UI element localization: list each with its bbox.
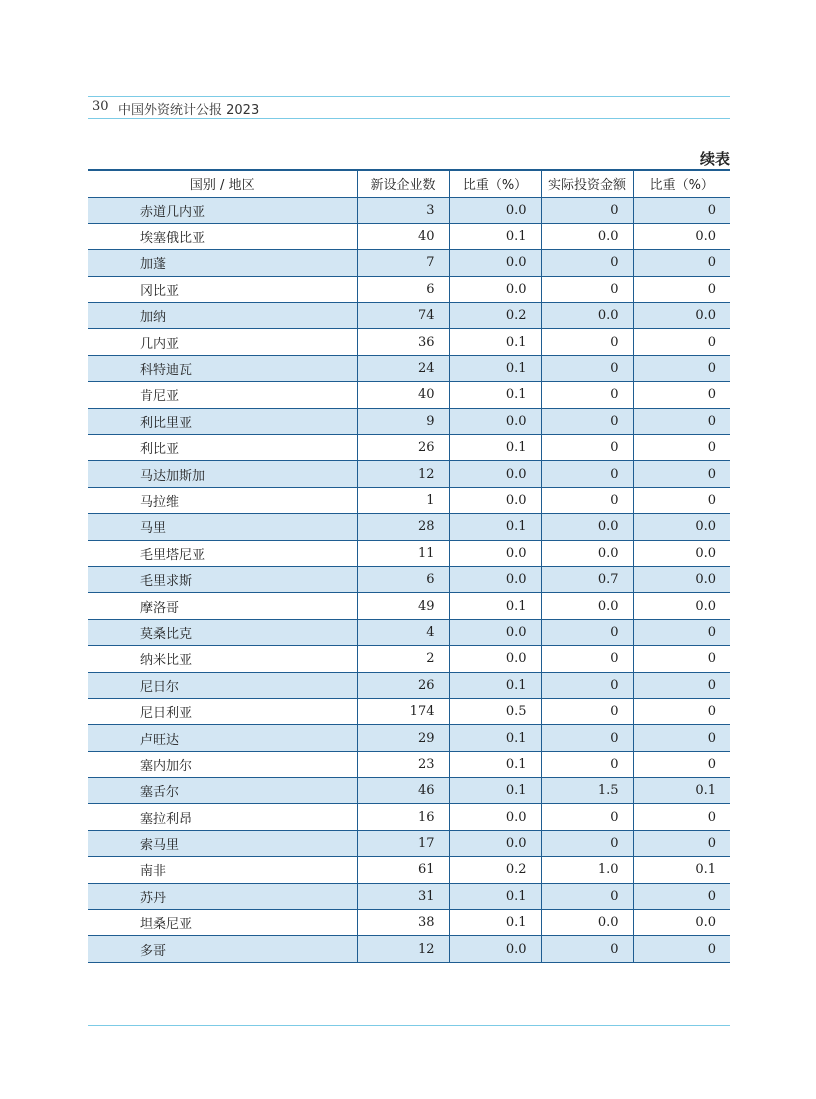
table-row bbox=[88, 778, 730, 804]
column-header-country: 国别 / 地区 bbox=[88, 170, 357, 197]
new-enterprises-cell: 12 bbox=[357, 936, 449, 962]
table-row bbox=[88, 223, 730, 249]
share-enterprises-cell: 0.0 bbox=[449, 646, 541, 672]
new-enterprises-cell: 6 bbox=[357, 566, 449, 592]
new-enterprises-cell: 40 bbox=[357, 223, 449, 249]
share-investment-cell: 0 bbox=[633, 250, 730, 276]
share-enterprises-cell: 0.2 bbox=[449, 303, 541, 329]
actual-investment-cell: 0 bbox=[541, 276, 633, 302]
share-enterprises-cell: 0.1 bbox=[449, 329, 541, 355]
new-enterprises-cell: 2 bbox=[357, 646, 449, 672]
table-header-row bbox=[88, 170, 730, 197]
share-investment-cell: 0 bbox=[633, 804, 730, 830]
actual-investment-cell: 0.0 bbox=[541, 303, 633, 329]
new-enterprises-cell: 17 bbox=[357, 830, 449, 856]
share-investment-cell: 0 bbox=[633, 197, 730, 223]
new-enterprises-cell: 6 bbox=[357, 276, 449, 302]
new-enterprises-cell: 16 bbox=[357, 804, 449, 830]
share-investment-cell: 0.0 bbox=[633, 540, 730, 566]
new-enterprises-cell: 46 bbox=[357, 778, 449, 804]
country-cell: 加蓬 bbox=[88, 250, 357, 276]
share-investment-cell: 0 bbox=[633, 355, 730, 381]
page-number: 30 bbox=[92, 99, 109, 114]
share-enterprises-cell: 0.0 bbox=[449, 804, 541, 830]
table-body bbox=[88, 197, 730, 962]
actual-investment-cell: 0 bbox=[541, 382, 633, 408]
actual-investment-cell: 0 bbox=[541, 936, 633, 962]
share-enterprises-cell: 0.1 bbox=[449, 910, 541, 936]
country-cell: 多哥 bbox=[88, 936, 357, 962]
new-enterprises-cell: 74 bbox=[357, 303, 449, 329]
share-investment-cell: 0 bbox=[633, 672, 730, 698]
header-bottom-rule bbox=[88, 118, 730, 119]
share-investment-cell: 0.0 bbox=[633, 593, 730, 619]
actual-investment-cell: 0 bbox=[541, 751, 633, 777]
table-row bbox=[88, 487, 730, 513]
share-enterprises-cell: 0.0 bbox=[449, 566, 541, 592]
actual-investment-cell: 0 bbox=[541, 250, 633, 276]
country-cell: 利比亚 bbox=[88, 435, 357, 461]
country-cell: 索马里 bbox=[88, 830, 357, 856]
share-enterprises-cell: 0.1 bbox=[449, 883, 541, 909]
new-enterprises-cell: 9 bbox=[357, 408, 449, 434]
country-cell: 摩洛哥 bbox=[88, 593, 357, 619]
actual-investment-cell: 0.0 bbox=[541, 593, 633, 619]
new-enterprises-cell: 4 bbox=[357, 619, 449, 645]
share-enterprises-cell: 0.1 bbox=[449, 725, 541, 751]
share-investment-cell: 0 bbox=[633, 751, 730, 777]
country-cell: 苏丹 bbox=[88, 883, 357, 909]
share-investment-cell: 0 bbox=[633, 619, 730, 645]
new-enterprises-cell: 12 bbox=[357, 461, 449, 487]
share-investment-cell: 0.0 bbox=[633, 566, 730, 592]
share-investment-cell: 0.0 bbox=[633, 514, 730, 540]
table-row bbox=[88, 830, 730, 856]
share-enterprises-cell: 0.1 bbox=[449, 593, 541, 619]
new-enterprises-cell: 31 bbox=[357, 883, 449, 909]
share-investment-cell: 0.0 bbox=[633, 223, 730, 249]
share-enterprises-cell: 0.0 bbox=[449, 619, 541, 645]
table-row bbox=[88, 646, 730, 672]
column-header-actual-investment: 实际投资金额 bbox=[541, 170, 633, 197]
actual-investment-cell: 0 bbox=[541, 672, 633, 698]
actual-investment-cell: 0.0 bbox=[541, 910, 633, 936]
share-investment-cell: 0 bbox=[633, 487, 730, 513]
actual-investment-cell: 0 bbox=[541, 725, 633, 751]
table-row bbox=[88, 619, 730, 645]
share-enterprises-cell: 0.1 bbox=[449, 514, 541, 540]
share-enterprises-cell: 0.0 bbox=[449, 936, 541, 962]
share-investment-cell: 0.0 bbox=[633, 303, 730, 329]
table-row bbox=[88, 883, 730, 909]
country-cell: 毛里塔尼亚 bbox=[88, 540, 357, 566]
running-title: 中国外资统计公报 2023 bbox=[118, 103, 260, 118]
new-enterprises-cell: 3 bbox=[357, 197, 449, 223]
share-investment-cell: 0 bbox=[633, 382, 730, 408]
country-cell: 尼日利亚 bbox=[88, 698, 357, 724]
new-enterprises-cell: 174 bbox=[357, 698, 449, 724]
share-investment-cell: 0.0 bbox=[633, 910, 730, 936]
actual-investment-cell: 0.7 bbox=[541, 566, 633, 592]
table-row bbox=[88, 698, 730, 724]
actual-investment-cell: 0 bbox=[541, 804, 633, 830]
share-enterprises-cell: 0.1 bbox=[449, 382, 541, 408]
country-cell: 利比里亚 bbox=[88, 408, 357, 434]
actual-investment-cell: 0 bbox=[541, 619, 633, 645]
share-investment-cell: 0.1 bbox=[633, 857, 730, 883]
actual-investment-cell: 0 bbox=[541, 408, 633, 434]
country-cell: 几内亚 bbox=[88, 329, 357, 355]
new-enterprises-cell: 36 bbox=[357, 329, 449, 355]
share-enterprises-cell: 0.0 bbox=[449, 408, 541, 434]
actual-investment-cell: 0.0 bbox=[541, 540, 633, 566]
header-top-rule bbox=[88, 96, 730, 97]
table-row bbox=[88, 355, 730, 381]
share-enterprises-cell: 0.1 bbox=[449, 355, 541, 381]
new-enterprises-cell: 29 bbox=[357, 725, 449, 751]
share-enterprises-cell: 0.0 bbox=[449, 540, 541, 566]
actual-investment-cell: 0 bbox=[541, 883, 633, 909]
share-investment-cell: 0 bbox=[633, 276, 730, 302]
table-row bbox=[88, 250, 730, 276]
new-enterprises-cell: 1 bbox=[357, 487, 449, 513]
actual-investment-cell: 0 bbox=[541, 646, 633, 672]
share-investment-cell: 0 bbox=[633, 408, 730, 434]
share-enterprises-cell: 0.0 bbox=[449, 250, 541, 276]
country-cell: 马拉维 bbox=[88, 487, 357, 513]
share-enterprises-cell: 0.5 bbox=[449, 698, 541, 724]
share-investment-cell: 0 bbox=[633, 936, 730, 962]
table-row bbox=[88, 857, 730, 883]
actual-investment-cell: 0.0 bbox=[541, 514, 633, 540]
country-cell: 科特迪瓦 bbox=[88, 355, 357, 381]
column-header-new-enterprises: 新设企业数 bbox=[357, 170, 449, 197]
new-enterprises-cell: 7 bbox=[357, 250, 449, 276]
share-enterprises-cell: 0.0 bbox=[449, 276, 541, 302]
footer-rule bbox=[88, 1025, 730, 1026]
actual-investment-cell: 0.0 bbox=[541, 223, 633, 249]
table-row bbox=[88, 593, 730, 619]
country-cell: 肯尼亚 bbox=[88, 382, 357, 408]
new-enterprises-cell: 40 bbox=[357, 382, 449, 408]
share-investment-cell: 0 bbox=[633, 435, 730, 461]
investment-table bbox=[88, 169, 730, 963]
new-enterprises-cell: 26 bbox=[357, 435, 449, 461]
share-investment-cell: 0 bbox=[633, 883, 730, 909]
share-enterprises-cell: 0.2 bbox=[449, 857, 541, 883]
actual-investment-cell: 0 bbox=[541, 461, 633, 487]
continued-label: 续表 bbox=[699, 150, 730, 168]
actual-investment-cell: 0 bbox=[541, 487, 633, 513]
share-enterprises-cell: 0.1 bbox=[449, 751, 541, 777]
actual-investment-cell: 1.5 bbox=[541, 778, 633, 804]
country-cell: 南非 bbox=[88, 857, 357, 883]
share-enterprises-cell: 0.0 bbox=[449, 461, 541, 487]
new-enterprises-cell: 24 bbox=[357, 355, 449, 381]
actual-investment-cell: 0 bbox=[541, 197, 633, 223]
table-row bbox=[88, 725, 730, 751]
country-cell: 马里 bbox=[88, 514, 357, 540]
table-row bbox=[88, 672, 730, 698]
country-cell: 尼日尔 bbox=[88, 672, 357, 698]
country-cell: 加纳 bbox=[88, 303, 357, 329]
country-cell: 坦桑尼亚 bbox=[88, 910, 357, 936]
actual-investment-cell: 0 bbox=[541, 698, 633, 724]
table-row bbox=[88, 382, 730, 408]
table-row bbox=[88, 936, 730, 962]
table-row bbox=[88, 804, 730, 830]
new-enterprises-cell: 28 bbox=[357, 514, 449, 540]
new-enterprises-cell: 49 bbox=[357, 593, 449, 619]
share-enterprises-cell: 0.0 bbox=[449, 830, 541, 856]
share-investment-cell: 0 bbox=[633, 698, 730, 724]
actual-investment-cell: 1.0 bbox=[541, 857, 633, 883]
share-investment-cell: 0 bbox=[633, 725, 730, 751]
table-row bbox=[88, 435, 730, 461]
share-investment-cell: 0 bbox=[633, 646, 730, 672]
country-cell: 莫桑比克 bbox=[88, 619, 357, 645]
share-enterprises-cell: 0.1 bbox=[449, 223, 541, 249]
table-row bbox=[88, 910, 730, 936]
share-enterprises-cell: 0.1 bbox=[449, 435, 541, 461]
share-enterprises-cell: 0.1 bbox=[449, 672, 541, 698]
share-investment-cell: 0.1 bbox=[633, 778, 730, 804]
country-cell: 埃塞俄比亚 bbox=[88, 223, 357, 249]
share-enterprises-cell: 0.0 bbox=[449, 197, 541, 223]
country-cell: 纳米比亚 bbox=[88, 646, 357, 672]
country-cell: 毛里求斯 bbox=[88, 566, 357, 592]
country-cell: 塞内加尔 bbox=[88, 751, 357, 777]
share-enterprises-cell: 0.0 bbox=[449, 487, 541, 513]
table-row bbox=[88, 276, 730, 302]
table-row bbox=[88, 751, 730, 777]
share-investment-cell: 0 bbox=[633, 461, 730, 487]
new-enterprises-cell: 23 bbox=[357, 751, 449, 777]
table-row bbox=[88, 303, 730, 329]
country-cell: 赤道几内亚 bbox=[88, 197, 357, 223]
actual-investment-cell: 0 bbox=[541, 830, 633, 856]
actual-investment-cell: 0 bbox=[541, 435, 633, 461]
new-enterprises-cell: 26 bbox=[357, 672, 449, 698]
column-header-share-enterprises: 比重（%） bbox=[449, 170, 541, 197]
new-enterprises-cell: 11 bbox=[357, 540, 449, 566]
table-row bbox=[88, 540, 730, 566]
country-cell: 塞舌尔 bbox=[88, 778, 357, 804]
actual-investment-cell: 0 bbox=[541, 355, 633, 381]
country-cell: 塞拉利昂 bbox=[88, 804, 357, 830]
table-row bbox=[88, 408, 730, 434]
share-enterprises-cell: 0.1 bbox=[449, 778, 541, 804]
share-investment-cell: 0 bbox=[633, 329, 730, 355]
table-row bbox=[88, 461, 730, 487]
new-enterprises-cell: 61 bbox=[357, 857, 449, 883]
table-row bbox=[88, 329, 730, 355]
new-enterprises-cell: 38 bbox=[357, 910, 449, 936]
table-row bbox=[88, 197, 730, 223]
country-cell: 冈比亚 bbox=[88, 276, 357, 302]
actual-investment-cell: 0 bbox=[541, 329, 633, 355]
column-header-share-investment: 比重（%） bbox=[633, 170, 730, 197]
table-row bbox=[88, 566, 730, 592]
share-investment-cell: 0 bbox=[633, 830, 730, 856]
table-row bbox=[88, 514, 730, 540]
country-cell: 卢旺达 bbox=[88, 725, 357, 751]
country-cell: 马达加斯加 bbox=[88, 461, 357, 487]
